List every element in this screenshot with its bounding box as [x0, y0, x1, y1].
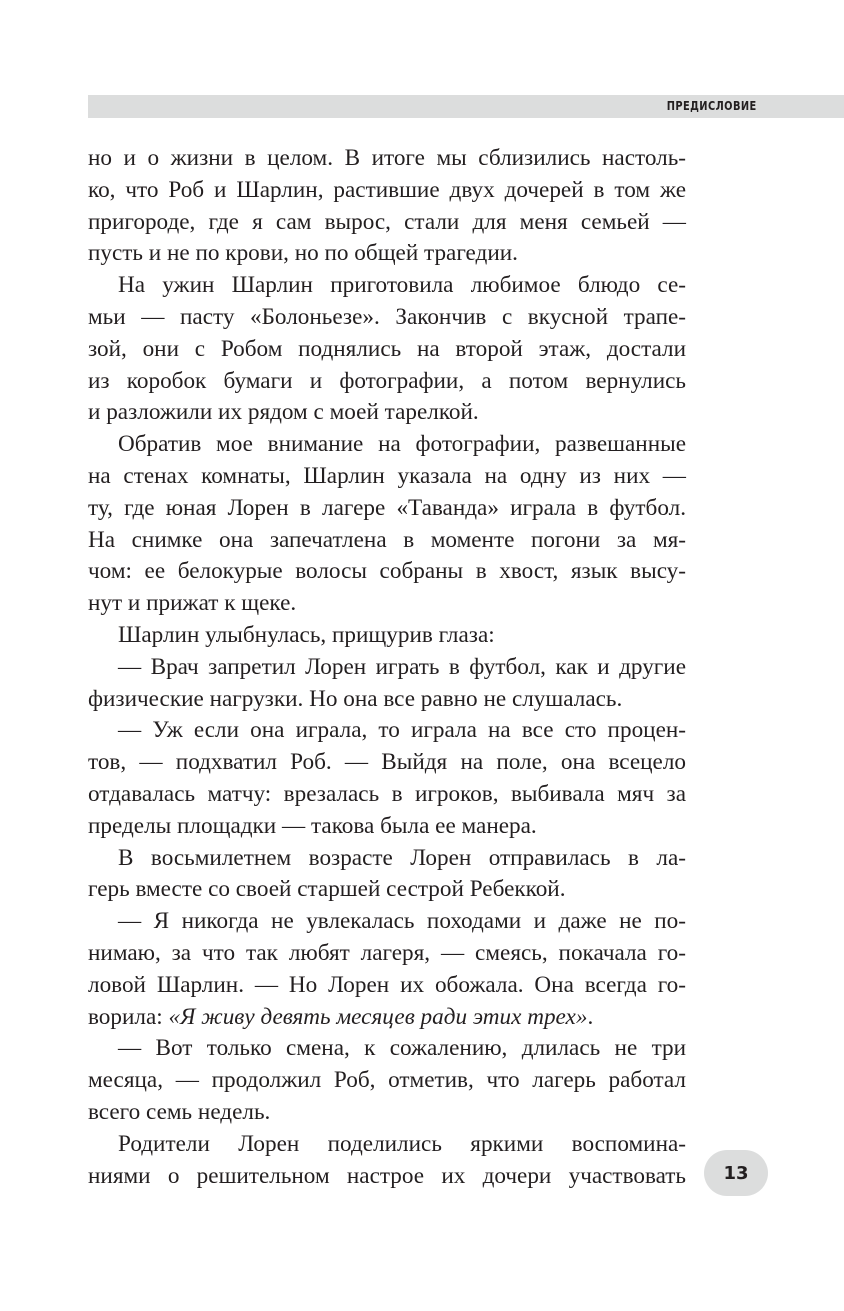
text-line: — Уж если она играла, то играла на все сто процен- — [118, 717, 686, 744]
text-line: чом: ее белокурые волосы собраны в хвост, язык высу- — [88, 558, 686, 585]
text-line: из коробок бумаги и фотографии, а потом вернулись — [88, 367, 686, 394]
running-head-section-title: ПРЕДИСЛОВИЕ — [667, 99, 757, 113]
text-line: — Вот только смена, к сожалению, длилась не три — [118, 1035, 686, 1062]
quote-end: . — [587, 1003, 594, 1030]
text-line: всего семь недель. — [88, 1098, 271, 1125]
text-line: герь вместе со своей старшей сестрой Ребеккой. — [88, 876, 566, 903]
text-line: нут и прижат к щеке. — [88, 590, 297, 617]
text-line: физические нагрузки. Но она все равно не слушалась. — [88, 685, 623, 712]
page-number: 13 — [723, 1162, 749, 1184]
text-line: ко, что Роб и Шарлин, растившие двух дочерей в том же — [88, 176, 686, 203]
text-line: пределы площадки — такова была ее манера. — [88, 812, 537, 839]
text-line: на стенах комнаты, Шарлин указала на одну из них — — [88, 462, 686, 489]
text-line: но и о жизни в целом. В итоге мы сблизились настоль- — [88, 145, 686, 171]
text-line: ту, где юная Лорен в лагере «Таванда» играла в футбол. — [88, 494, 686, 521]
text-line: Шарлин улыбнулась, прищурив глаза: — [118, 621, 495, 648]
text-line: На ужин Шарлин приготовила любимое блюдо се- — [118, 272, 686, 299]
text-line: — Я никогда не увлекалась походами и даже не по- — [118, 908, 686, 935]
text-line: отдавалась матчу: врезалась в игроков, выбивала мяч за — [88, 780, 686, 807]
text-line: — Врач запретил Лорен играть в футбол, как и другие — [118, 653, 686, 680]
page-number-badge — [704, 1150, 768, 1196]
body-text — [88, 143, 686, 1192]
text-line: пригороде, где я сам вырос, стали для меня семьей — — [88, 208, 686, 235]
text-line-start: ворила: — [88, 1003, 169, 1030]
text-line: месяца, — продолжил Роб, отметив, что лагерь работал — [88, 1067, 686, 1094]
text-line: ловой Шарлин. — Но Лорен их обожала. Она всегда го- — [88, 971, 686, 998]
text-line: Обратив мое внимание на фотографии, развешанные — [118, 431, 686, 458]
text-line-with-quote — [88, 1002, 686, 1034]
text-line: пусть и не по крови, но по общей трагедии. — [88, 240, 518, 267]
text-line: В восьмилетнем возрасте Лорен отправилась в ла- — [118, 844, 686, 871]
text-line: ниями о решительном настрое их дочери участвовать — [88, 1162, 686, 1189]
text-line: зой, они с Робом поднялись на второй этаж, достали — [88, 335, 686, 362]
text-line: нимаю, за что так любят лагеря, — смеясь, покачала го- — [88, 939, 686, 966]
italic-quote: «Я живу девять месяцев ради этих трех» — [168, 1003, 588, 1030]
text-line: мьи — пасту «Болоньезе». Закончив с вкусной трапе- — [88, 303, 686, 330]
text-line: и разложили их рядом с моей тарелкой. — [88, 399, 479, 426]
text-line: Родители Лорен поделились яркими воспомина- — [118, 1130, 686, 1157]
text-line: На снимке она запечатлена в моменте погони за мя- — [88, 526, 686, 553]
text-line: тов, — подхватил Роб. — Выйдя на поле, она всецело — [88, 749, 686, 776]
